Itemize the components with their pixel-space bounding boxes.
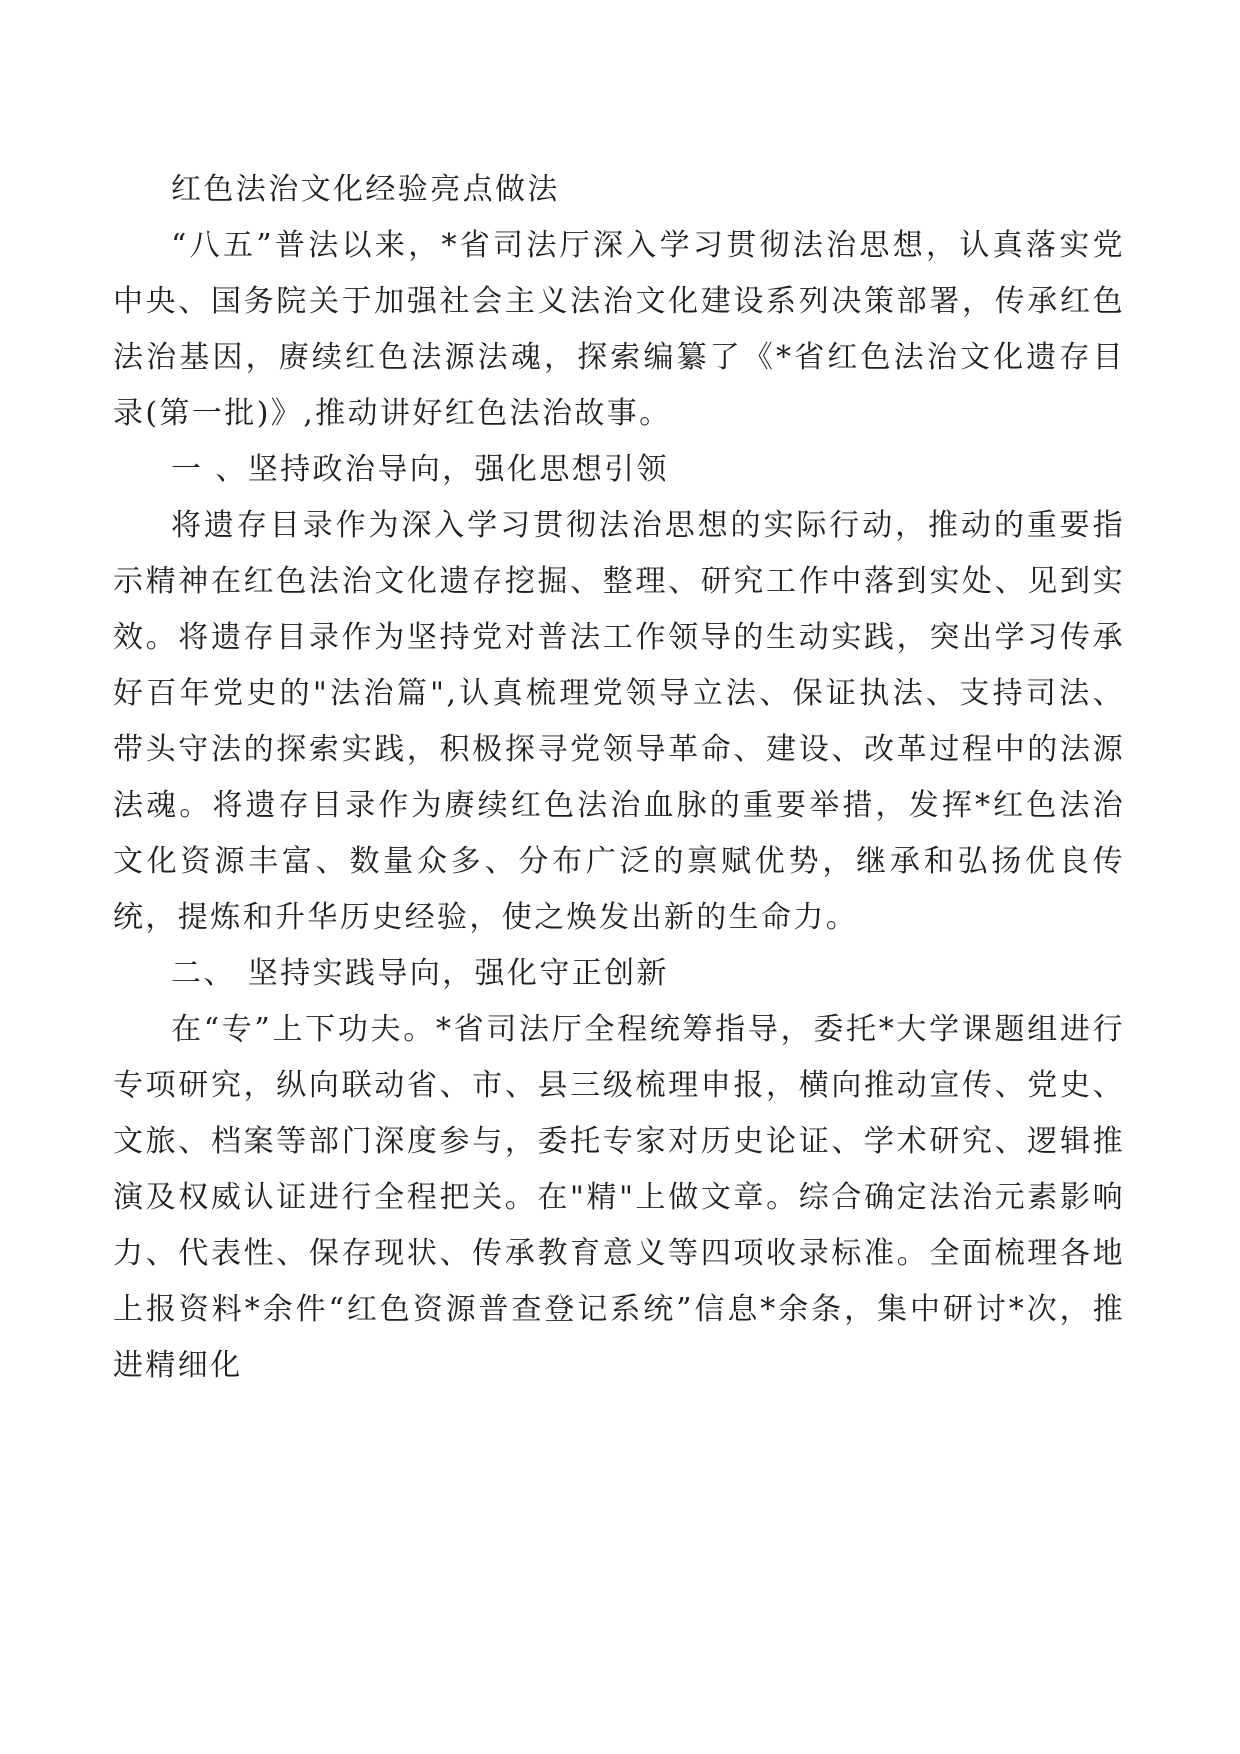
section-1-paragraph: 将遗存目录作为深入学习贯彻法治思想的实际行动，推动的重要指示精神在红色法治文化遗存挖掘、整理、研究工作中落到实处、见到实效。将遗存目录作为坚持党对普法工作领导的生动实践，突出学习传承好百年党史的"法治篇",认真梳理党领导立法、保证执法、支持司法、带头守法的探索实践，积极探寻党领导革命、建设、改革过程中的法源法魂。将遗存目录作为赓续红色法治血脉的重要举措，发挥*红色法治文化资源丰富、数量众多、分布广泛的禀赋优势，继承和弘扬优良传统，提炼和升华历史经验，使之焕发出新的生命力。 [113, 508, 1125, 935]
intro-paragraph: “八五”普法以来，*省司法厅深入学习贯彻法治思想，认真落实党中央、国务院关于加强社会主义法治文化建设系列决策部署，传承红色法治基因，赓续红色法源法魂，探索编纂了《*省红色法治文化遗存目录(第一批)》,推动讲好红色法治故事。 [113, 228, 1125, 431]
section-2-heading: 二、 坚持实践导向，强化守正创新 [171, 956, 669, 991]
document-title: 红色法治文化经验亮点做法 [171, 172, 560, 207]
section-1-heading: 一 、坚持政治导向，强化思想引领 [171, 452, 669, 487]
document-body [113, 162, 1125, 1394]
section-2-paragraph: 在“专”上下功夫。*省司法厅全程统筹指导，委托*大学课题组进行专项研究，纵向联动省、市、县三级梳理申报，横向推动宣传、党史、文旅、档案等部门深度参与，委托专家对历史论证、学术研究、逻辑推演及权威认证进行全程把关。在"精"上做文章。综合确定法治元素影响力、代表性、保存现状、传承教育意义等四项收录标准。全面梳理各地上报资料*余件“红色资源普查登记系统”信息*余条，集中研讨*次，推进精细化 [113, 1012, 1125, 1383]
